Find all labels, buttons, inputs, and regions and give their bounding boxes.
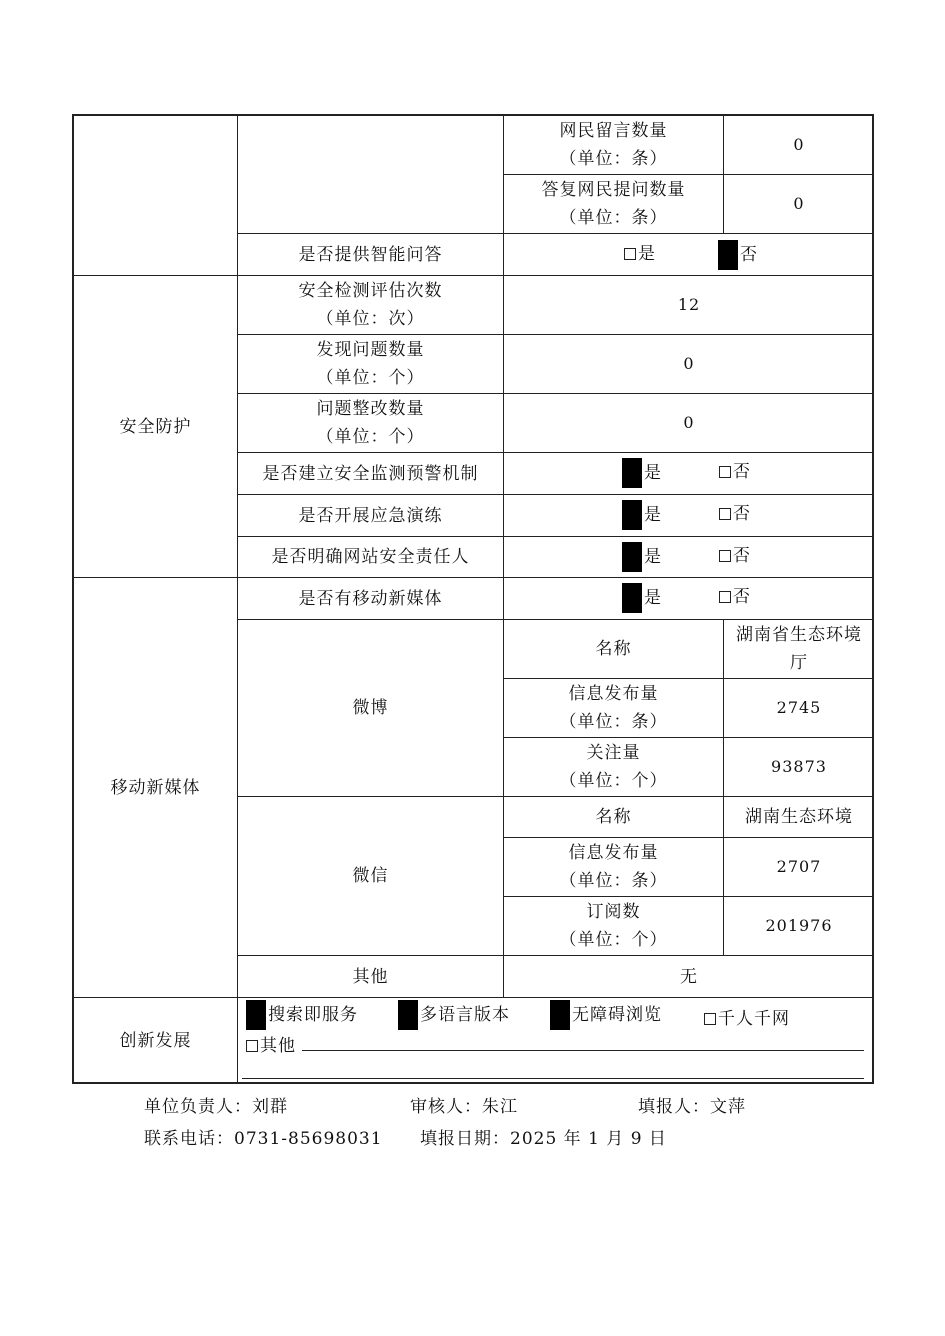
checkbox-empty-icon	[246, 1040, 258, 1052]
wechat-label: 微信	[352, 866, 389, 886]
media-section-cell	[74, 578, 238, 998]
weibo-name-label-cell	[504, 620, 724, 679]
wechat-subs-value-cell	[724, 897, 874, 956]
issues-fixed-unit: （单位：个）	[316, 427, 425, 447]
check-count-value-cell	[504, 276, 874, 335]
responsible-label-cell	[238, 537, 504, 578]
checkbox-filled-icon	[622, 458, 642, 488]
check-count-label: 安全检测评估次数	[298, 281, 443, 301]
wechat-subs-label-cell	[504, 897, 724, 956]
issues-fixed-value: 0	[683, 413, 695, 432]
checkbox-empty-icon	[719, 591, 731, 603]
issues-found-label-cell	[238, 335, 504, 394]
weibo-followers-value-cell	[724, 738, 874, 797]
reply-msg-label: 答复网民提问数量	[541, 180, 686, 200]
reviewer: 审核人：朱江	[410, 1097, 518, 1117]
weibo-name-label: 名称	[595, 639, 632, 659]
issues-found-label: 发现问题数量	[316, 340, 425, 360]
monitoring-label: 是否建立安全监测预警机制	[262, 463, 479, 484]
blank-cell	[238, 116, 504, 234]
check-count-unit: （单位：次）	[316, 309, 425, 329]
checkbox-filled-icon	[622, 500, 642, 530]
yes-label: 是	[644, 463, 662, 483]
issues-fixed-value-cell	[504, 394, 874, 453]
multilingual-label: 多语言版本	[420, 1005, 510, 1025]
smart-qa-yes-option[interactable]	[624, 240, 656, 268]
option-personalized[interactable]	[704, 1005, 790, 1033]
weibo-followers-label: 关注量	[586, 743, 641, 763]
monitoring-label-cell	[238, 453, 504, 495]
drill-label: 是否开展应急演练	[298, 505, 443, 526]
wechat-name-value: 湖南生态环境	[745, 807, 853, 827]
innovation-section-cell	[74, 998, 238, 1084]
smart-qa-label-cell	[238, 234, 504, 276]
report-table	[72, 114, 874, 1084]
reply-msg-unit: （单位：条）	[559, 208, 668, 228]
wechat-name-label-cell	[504, 797, 724, 838]
weibo-posts-value-cell	[724, 679, 874, 738]
checkbox-empty-icon	[704, 1013, 716, 1025]
weibo-followers-value: 93873	[771, 757, 827, 776]
no-label: 否	[733, 462, 751, 482]
yes-label: 是	[644, 505, 662, 525]
media-section-label: 移动新媒体	[110, 777, 201, 798]
monitoring-no-option[interactable]	[719, 458, 751, 486]
no-label: 否	[740, 245, 758, 265]
wechat-name-label: 名称	[595, 807, 632, 827]
weibo-posts-label-cell	[504, 679, 724, 738]
netizen-msg-unit: （单位：条）	[559, 149, 668, 169]
checkbox-empty-icon	[719, 508, 731, 520]
security-section-label: 安全防护	[119, 416, 192, 437]
issues-found-value-cell	[504, 335, 874, 394]
yes-label: 是	[644, 547, 662, 567]
checkbox-filled-icon	[398, 1000, 418, 1030]
responsible-label: 是否明确网站安全责任人	[271, 547, 470, 567]
has-media-options-cell	[504, 578, 874, 620]
drill-yes-option[interactable]	[622, 500, 662, 530]
weibo-posts-label: 信息发布量	[568, 684, 659, 704]
responsible-options-cell	[504, 537, 874, 578]
security-section-cell	[74, 276, 238, 578]
drill-options-cell	[504, 495, 874, 537]
checkbox-empty-icon	[719, 550, 731, 562]
wechat-cell	[238, 797, 504, 956]
search-service-label: 搜索即服务	[268, 1005, 358, 1025]
wechat-subs-label: 订阅数	[586, 902, 641, 922]
wechat-posts-value-cell	[724, 838, 874, 897]
wechat-subs-unit: （单位：个）	[559, 930, 668, 950]
reply-msg-value: 0	[793, 194, 805, 213]
issues-fixed-label-cell	[238, 394, 504, 453]
has-media-no-option[interactable]	[719, 583, 751, 611]
other-fill-line[interactable]	[302, 1050, 864, 1051]
wechat-posts-unit: （单位：条）	[559, 871, 668, 891]
yes-label: 是	[638, 244, 656, 264]
extra-fill-line[interactable]	[242, 1078, 864, 1079]
yes-label: 是	[644, 588, 662, 608]
weibo-name-value: 湖南省生态环境厅	[736, 625, 862, 673]
has-media-label: 是否有移动新媒体	[298, 588, 443, 609]
checkbox-empty-icon	[624, 248, 636, 260]
smart-qa-options-cell	[504, 234, 874, 276]
weibo-name-value-cell	[724, 620, 874, 679]
wechat-name-value-cell	[724, 797, 874, 838]
netizen-msg-label: 网民留言数量	[559, 121, 668, 141]
weibo-posts-value: 2745	[776, 698, 822, 717]
monitoring-yes-option[interactable]	[622, 458, 662, 488]
wechat-posts-value: 2707	[776, 857, 822, 876]
weibo-followers-unit: （单位：个）	[559, 771, 668, 791]
no-label: 否	[733, 504, 751, 524]
unit-head: 单位负责人：刘群	[144, 1097, 288, 1117]
no-label: 否	[733, 546, 751, 566]
innovation-section-label: 创新发展	[119, 1031, 192, 1051]
wechat-posts-label-cell	[504, 838, 724, 897]
checkbox-filled-icon	[622, 542, 642, 572]
innovation-options-cell	[238, 998, 874, 1084]
monitoring-options-cell	[504, 453, 874, 495]
other-media-value: 无	[680, 966, 698, 987]
option-accessibility[interactable]	[550, 1000, 662, 1030]
drill-no-option[interactable]	[719, 500, 751, 528]
weibo-label: 微博	[352, 698, 389, 718]
check-count-label-cell	[238, 276, 504, 335]
no-label: 否	[733, 587, 751, 607]
personalized-label: 千人千网	[718, 1009, 790, 1029]
netizen-msg-label-cell	[504, 116, 724, 175]
filler: 填报人：文萍	[638, 1097, 746, 1117]
checkbox-filled-icon	[550, 1000, 570, 1030]
smart-qa-label: 是否提供智能问答	[298, 244, 443, 265]
has-media-label-cell	[238, 578, 504, 620]
contact-phone: 联系电话：0731-85698031	[144, 1129, 383, 1149]
option-multilingual[interactable]	[398, 1000, 510, 1030]
weibo-posts-unit: （单位：条）	[559, 712, 668, 732]
checkbox-filled-icon	[622, 583, 642, 613]
wechat-subs-value: 201976	[765, 916, 833, 935]
fill-date: 填报日期：2025 年 1 月 9 日	[420, 1129, 667, 1149]
wechat-posts-label: 信息发布量	[568, 843, 659, 863]
other-media-label-cell	[238, 956, 504, 998]
option-search-service[interactable]	[246, 1000, 358, 1030]
other-media-label: 其他	[352, 966, 389, 987]
other-media-value-cell	[504, 956, 874, 998]
issues-fixed-label: 问题整改数量	[316, 399, 425, 419]
check-count-value: 12	[677, 295, 701, 314]
issues-found-value: 0	[683, 354, 695, 373]
responsible-yes-option[interactable]	[622, 542, 662, 572]
smart-qa-no-option[interactable]	[718, 240, 758, 270]
top-section-cell	[74, 116, 238, 276]
checkbox-empty-icon	[719, 466, 731, 478]
has-media-yes-option[interactable]	[622, 583, 662, 613]
accessibility-label: 无障碍浏览	[572, 1005, 662, 1025]
checkbox-filled-icon	[718, 240, 738, 270]
option-other[interactable]	[246, 1032, 296, 1060]
issues-found-unit: （单位：个）	[316, 368, 425, 388]
drill-label-cell	[238, 495, 504, 537]
checkbox-filled-icon	[246, 1000, 266, 1030]
other-option-label: 其他	[260, 1036, 296, 1056]
netizen-msg-value-cell	[724, 116, 874, 175]
weibo-cell	[238, 620, 504, 797]
reply-msg-label-cell	[504, 175, 724, 234]
responsible-no-option[interactable]	[719, 542, 751, 570]
netizen-msg-value: 0	[793, 135, 805, 154]
weibo-followers-label-cell	[504, 738, 724, 797]
reply-msg-value-cell	[724, 175, 874, 234]
